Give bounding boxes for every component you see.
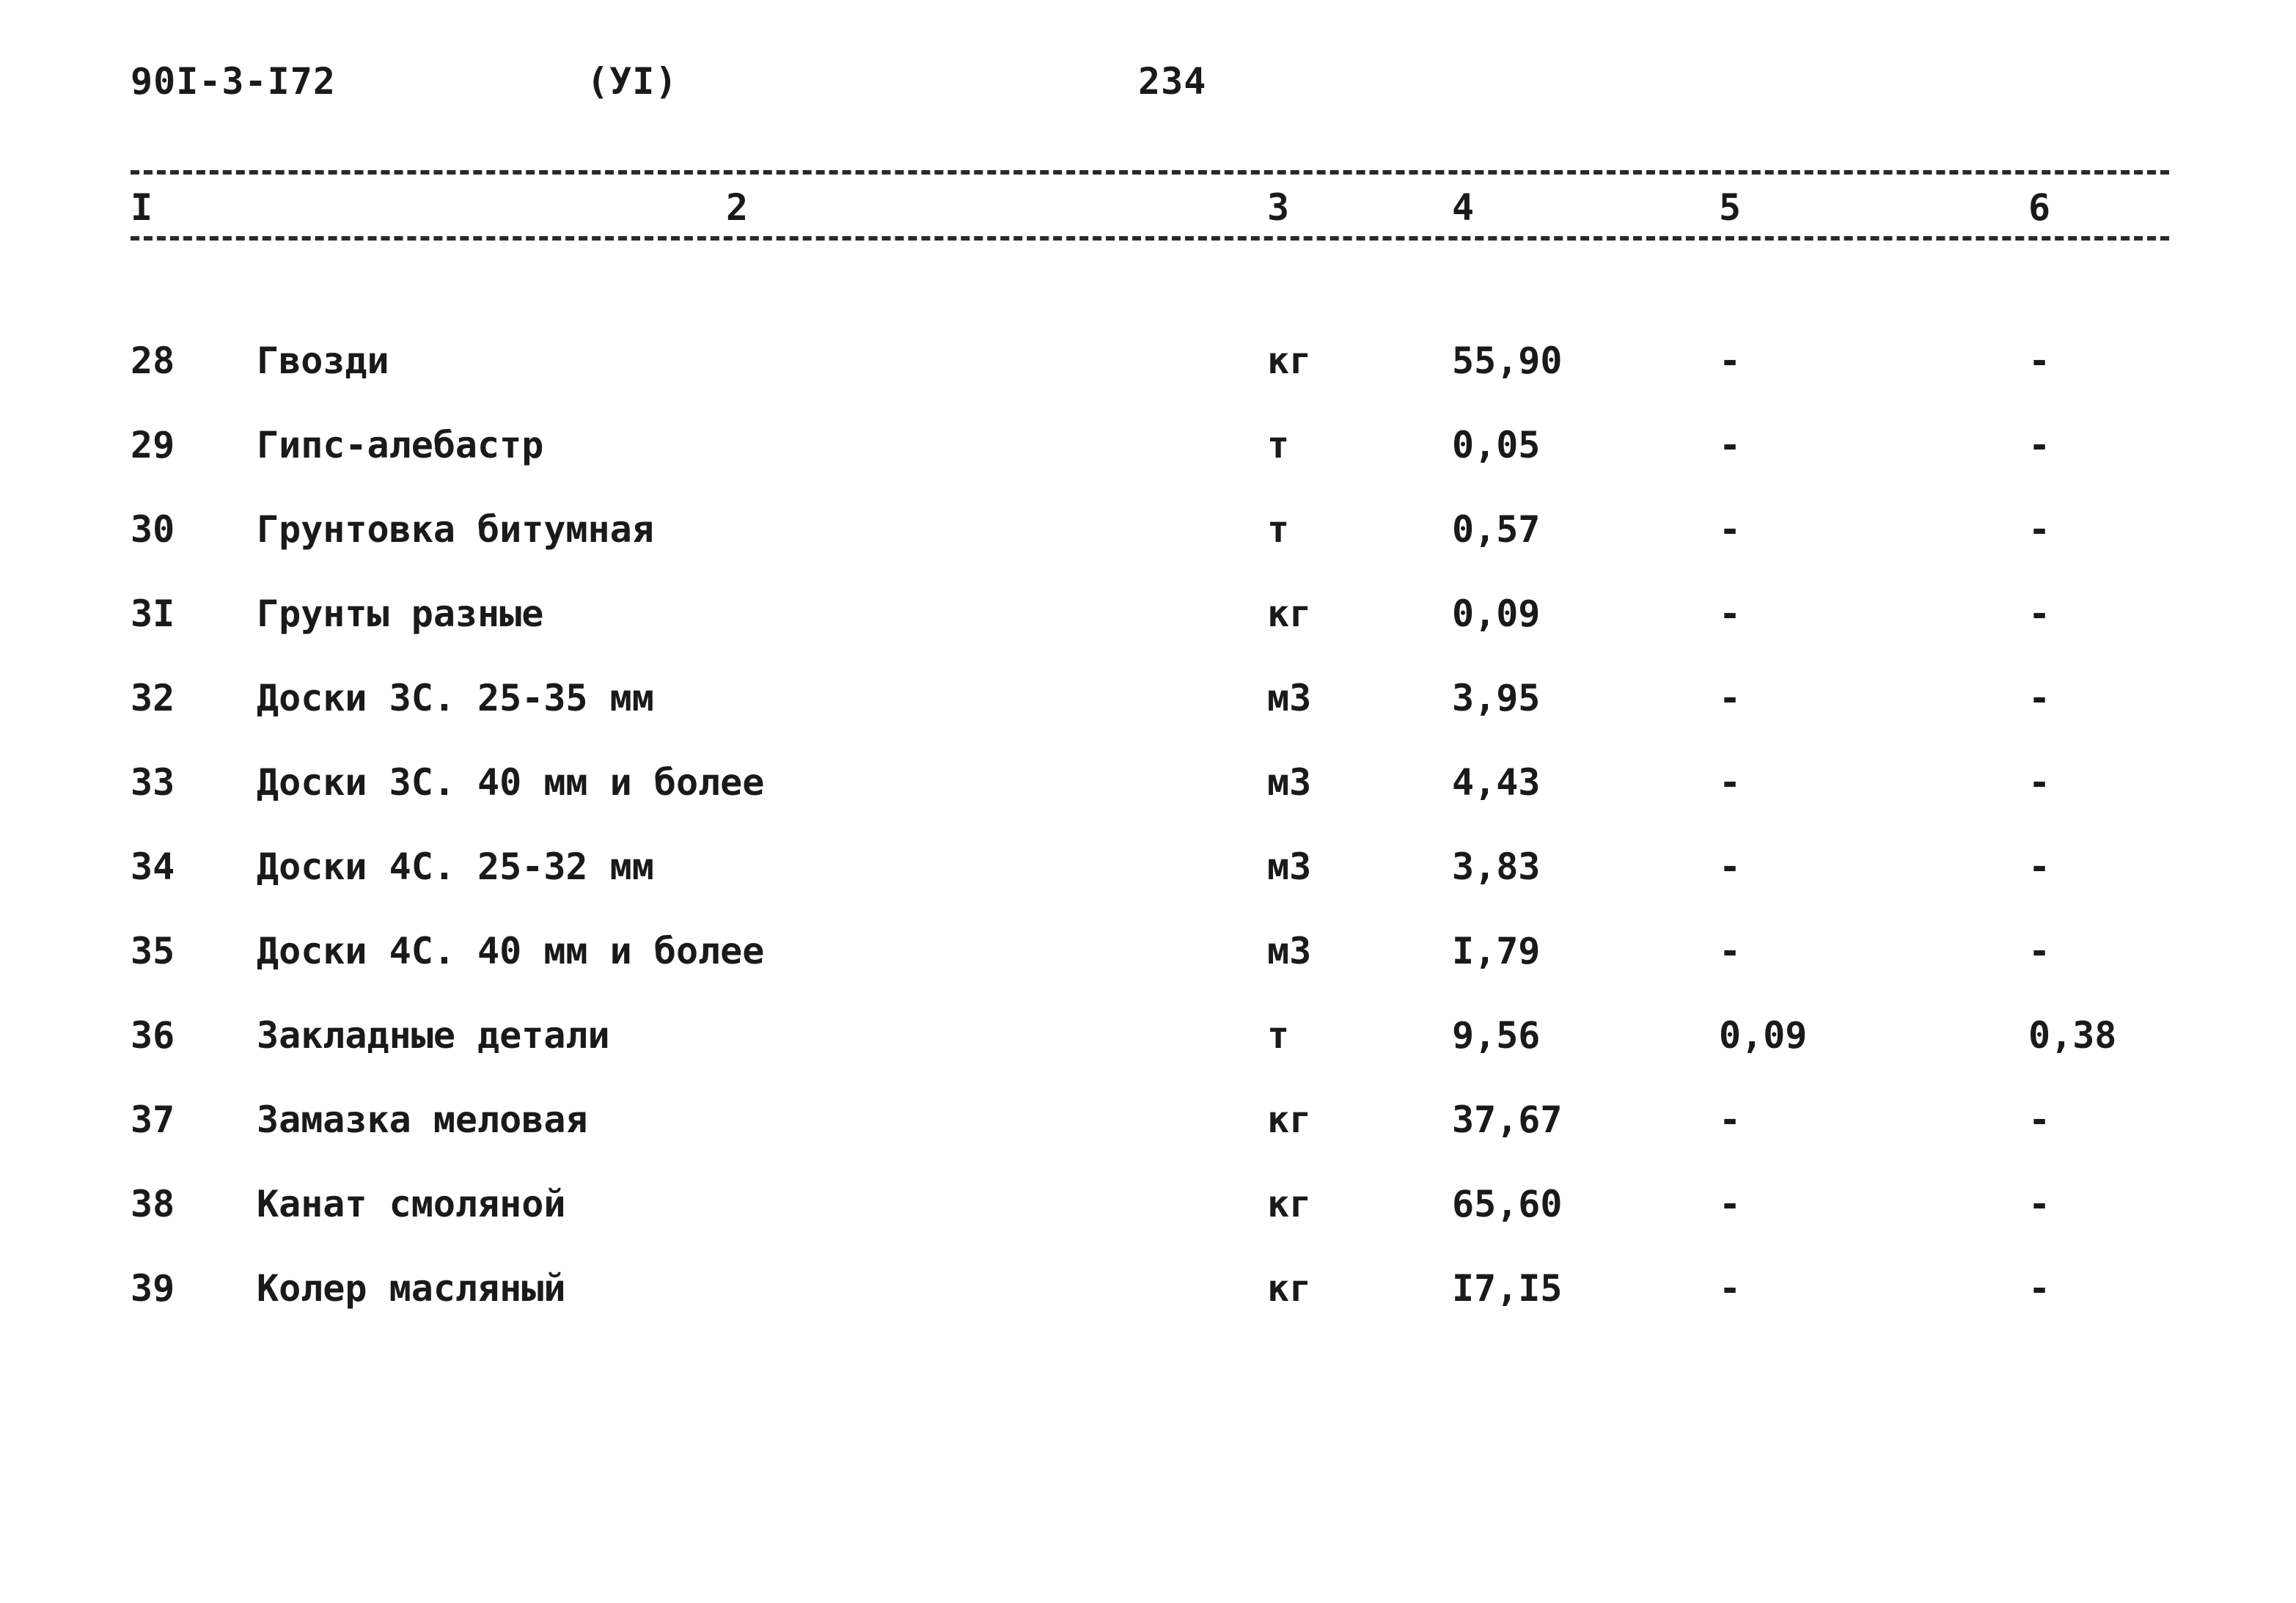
row-number: 29 xyxy=(131,424,175,466)
column-header-4: 4 xyxy=(1452,186,1475,229)
table-row xyxy=(0,1259,2296,1318)
value-col5: 0,09 xyxy=(1719,1014,1808,1057)
unit: т xyxy=(1267,424,1290,466)
material-name: Доски 4С. 25-32 мм xyxy=(257,845,654,888)
value-col6: - xyxy=(2028,761,2051,804)
table-row xyxy=(0,922,2296,980)
value-col4: I,79 xyxy=(1452,930,1541,972)
table-row xyxy=(0,1006,2296,1065)
row-number: 34 xyxy=(131,845,175,888)
value-col4: I7,I5 xyxy=(1452,1267,1563,1310)
unit: м3 xyxy=(1267,677,1312,719)
material-name: Грунты разные xyxy=(257,593,544,635)
value-col4: 37,67 xyxy=(1452,1098,1563,1141)
value-col4: 65,60 xyxy=(1452,1183,1563,1225)
unit: т xyxy=(1267,1014,1290,1057)
value-col6: - xyxy=(2028,845,2051,888)
table-row xyxy=(0,753,2296,812)
value-col6: 0,38 xyxy=(2028,1014,2117,1057)
row-number: 35 xyxy=(131,930,175,972)
value-col5: - xyxy=(1719,761,1742,804)
value-col5: - xyxy=(1719,424,1742,466)
row-number: 33 xyxy=(131,761,175,804)
value-col5: - xyxy=(1719,1267,1742,1310)
row-number: 37 xyxy=(131,1098,175,1141)
value-col5: - xyxy=(1719,1183,1742,1225)
value-col5: - xyxy=(1719,508,1742,551)
value-col5: - xyxy=(1719,593,1742,635)
table-row xyxy=(0,416,2296,474)
row-number: 32 xyxy=(131,677,175,719)
material-name: Грунтовка битумная xyxy=(257,508,654,551)
material-name: Канат смоляной xyxy=(257,1183,566,1225)
value-col6: - xyxy=(2028,1183,2051,1225)
unit: кг xyxy=(1267,1267,1312,1310)
row-number: 3I xyxy=(131,593,175,635)
value-col4: 0,09 xyxy=(1452,593,1541,635)
value-col5: - xyxy=(1719,677,1742,719)
table-row xyxy=(0,500,2296,559)
column-header-6: 6 xyxy=(2028,186,2051,229)
value-col4: 4,43 xyxy=(1452,761,1541,804)
value-col5: - xyxy=(1719,340,1742,382)
value-col6: - xyxy=(2028,424,2051,466)
value-col4: 0,05 xyxy=(1452,424,1541,466)
unit: м3 xyxy=(1267,761,1312,804)
document-part: (УI) xyxy=(587,60,678,103)
page-number: 234 xyxy=(1138,60,1207,103)
value-col5: - xyxy=(1719,930,1742,972)
unit: м3 xyxy=(1267,845,1312,888)
value-col6: - xyxy=(2028,508,2051,551)
unit: кг xyxy=(1267,1183,1312,1225)
value-col6: - xyxy=(2028,1267,2051,1310)
value-col4: 3,83 xyxy=(1452,845,1541,888)
table-header-divider xyxy=(131,236,2169,241)
table-row xyxy=(0,837,2296,896)
unit: м3 xyxy=(1267,930,1312,972)
unit: т xyxy=(1267,508,1290,551)
material-name: Доски 3С. 40 мм и более xyxy=(257,761,765,804)
table-row xyxy=(0,1175,2296,1233)
value-col4: 0,57 xyxy=(1452,508,1541,551)
row-number: 30 xyxy=(131,508,175,551)
document-code: 90I-3-I72 xyxy=(131,60,336,103)
material-name: Гипс-алебастр xyxy=(257,424,544,466)
value-col4: 9,56 xyxy=(1452,1014,1541,1057)
row-number: 36 xyxy=(131,1014,175,1057)
unit: кг xyxy=(1267,593,1312,635)
table-row xyxy=(0,584,2296,643)
value-col6: - xyxy=(2028,593,2051,635)
column-header-1: I xyxy=(131,186,153,229)
unit: кг xyxy=(1267,340,1312,382)
value-col6: - xyxy=(2028,930,2051,972)
table-row xyxy=(0,331,2296,390)
value-col6: - xyxy=(2028,340,2051,382)
column-header-2: 2 xyxy=(726,186,749,229)
value-col6: - xyxy=(2028,677,2051,719)
row-number: 28 xyxy=(131,340,175,382)
material-name: Гвозди xyxy=(257,340,389,382)
row-number: 39 xyxy=(131,1267,175,1310)
table-row xyxy=(0,669,2296,727)
material-name: Закладные детали xyxy=(257,1014,610,1057)
material-name: Колер масляный xyxy=(257,1267,566,1310)
value-col4: 3,95 xyxy=(1452,677,1541,719)
value-col5: - xyxy=(1719,845,1742,888)
unit: кг xyxy=(1267,1098,1312,1141)
row-number: 38 xyxy=(131,1183,175,1225)
table-top-divider xyxy=(131,170,2169,175)
material-name: Замазка меловая xyxy=(257,1098,588,1141)
column-header-5: 5 xyxy=(1719,186,1742,229)
material-name: Доски 3С. 25-35 мм xyxy=(257,677,654,719)
table-row xyxy=(0,1090,2296,1149)
value-col6: - xyxy=(2028,1098,2051,1141)
column-header-3: 3 xyxy=(1267,186,1290,229)
value-col4: 55,90 xyxy=(1452,340,1563,382)
material-name: Доски 4С. 40 мм и более xyxy=(257,930,765,972)
value-col5: - xyxy=(1719,1098,1742,1141)
